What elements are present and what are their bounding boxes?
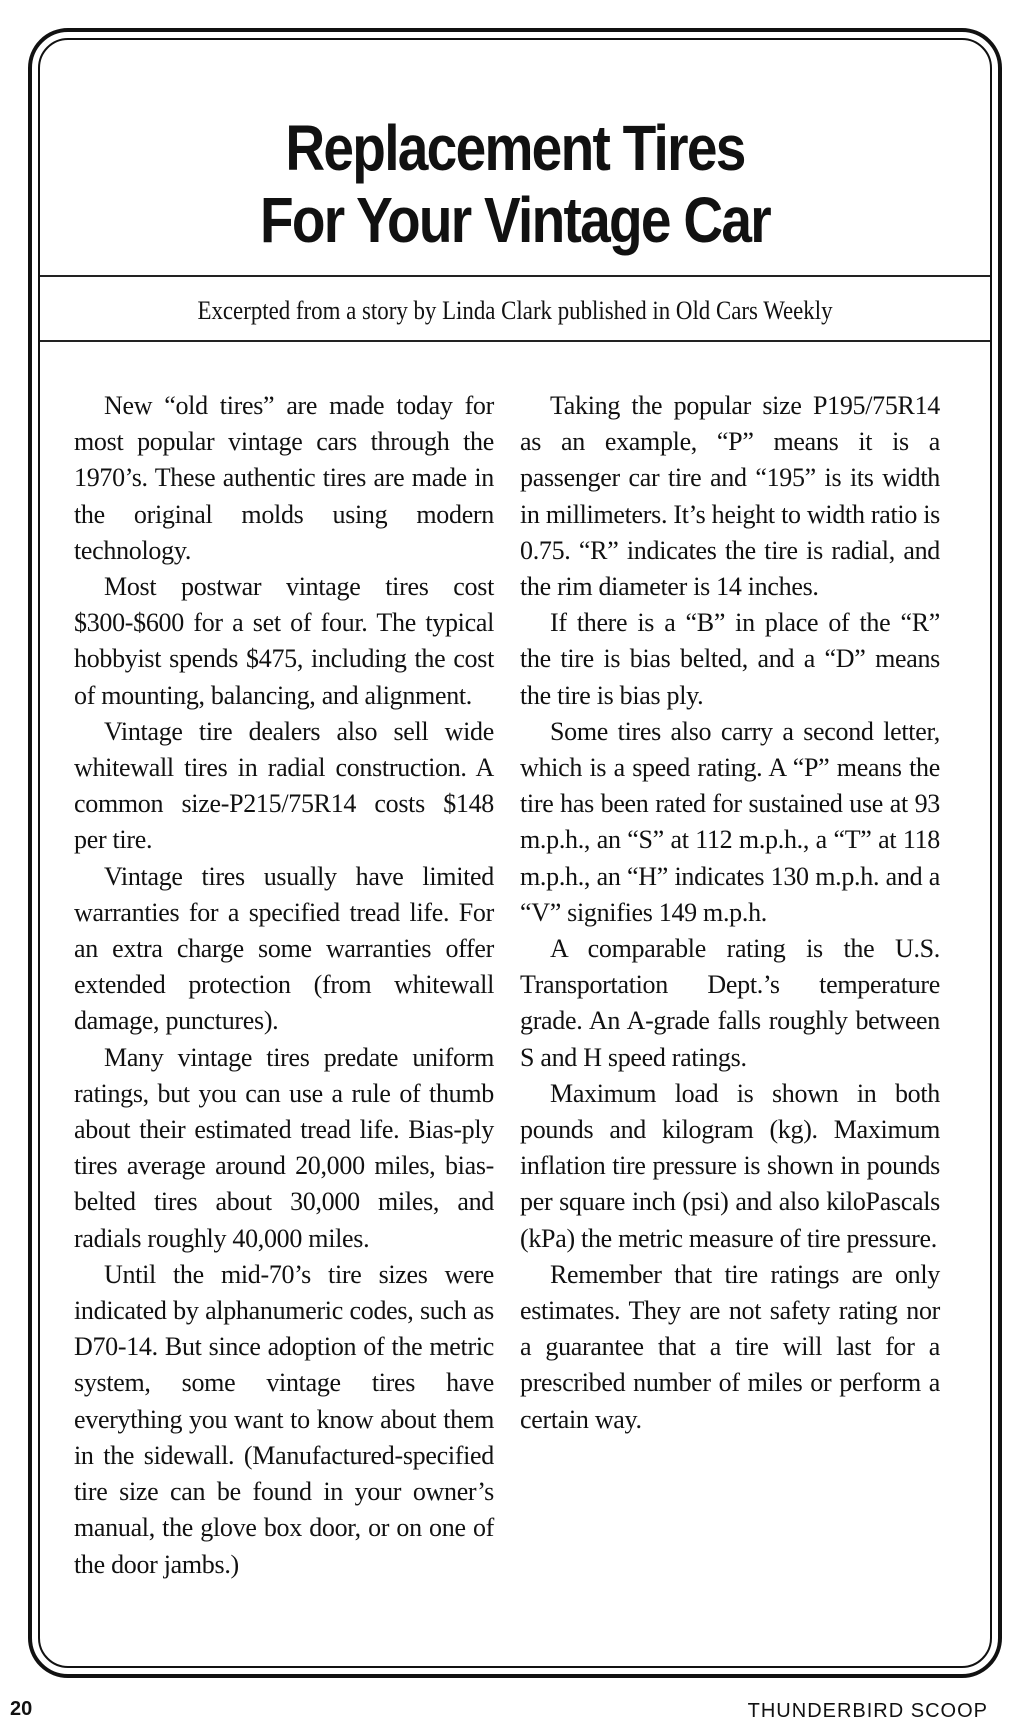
paragraph: Most postwar vintage tires cost $300-$600 for a set of four. The typical hobbyist spends $475, including the cost of mounting, balancing, and alignment. (74, 572, 494, 710)
publication-name: THUNDERBIRD SCOOP (747, 1700, 988, 1722)
paragraph: New “old tires” are made today for most popular vintage cars through the 1970’s. These authentic tires are made in the original molds using modern technology. (74, 391, 494, 565)
paragraph: Many vintage tires predate uniform ratings, but you can use a rule of thumb about their estimated tread life. Bias-ply tires average around 20,000 miles, bias-belted tires about 30,000 miles, and radials roughly 40,000 miles. (74, 1042, 494, 1253)
paragraph: Taking the popular size P195/75R14 as an example, “P” means it is a passenger car tire and “195” is its width in millimeters. It’s height to width ratio is 0.75. “R” indicates the tire is radial, and the rim diameter is 14 inches. (520, 391, 940, 602)
title-divider (40, 275, 990, 277)
paragraph: Some tires also carry a second letter, which is a speed rating. A “P” means the tire has been rated for sustained use at 93 m.p.h., an “S” at 112 m.p.h., a “T” at 118 m.p.h., an “H” indicates 130 m.p.h. and a “V” signifies 149 m.p.h. (520, 716, 940, 927)
paragraph: Until the mid-70’s tire sizes were indicated by alphanumeric codes, such as D70-14. But since adoption of the metric system, some vintage tires have everything you want to know about them in the sidewall. (Manufactured-specified tire size can be found in your owner’s manual, the glove box door, or on one of the door jambs.) (74, 1259, 494, 1579)
page-number: 20 (10, 1698, 33, 1720)
paragraph: Vintage tire dealers also sell wide whitewall tires in radial construction. A common size-P215/75R14 costs $148 per tire. (74, 716, 494, 855)
paragraph: A comparable rating is the U.S. Transportation Dept.’s temperature grade. An A-grade falls roughly between S and H speed ratings. (520, 934, 940, 1072)
right-column (520, 388, 940, 1438)
article-title (107, 112, 924, 256)
paragraph: Remember that tire ratings are only estimates. They are not safety rating nor a guarantee that a tire will last for a prescribed number of miles or perform a certain way. (520, 1259, 940, 1434)
title-line-1: Replacement Tires (285, 112, 745, 184)
title-line-2: For Your Vintage Car (259, 184, 771, 256)
paragraph: If there is a “B” in place of the “R” the tire is bias belted, and a “D” means the tire is bias ply. (520, 608, 940, 710)
excerpt-credit: Excerpted from a story by Linda Clark published in Old Cars Weekly (197, 296, 833, 325)
paragraph: Maximum load is shown in both pounds and kilogram (kg). Maximum inflation tire pressure is shown in pounds per square inch (psi) and also kiloPascals (kPa) the metric measure of tire pressure. (520, 1078, 940, 1253)
left-column (74, 388, 494, 1583)
paragraph: Vintage tires usually have limited warranties for a specified tread life. For an extra charge some warranties offer extended protection (from whitewall damage, punctures). (74, 861, 494, 1036)
excerpt-divider (40, 340, 990, 342)
